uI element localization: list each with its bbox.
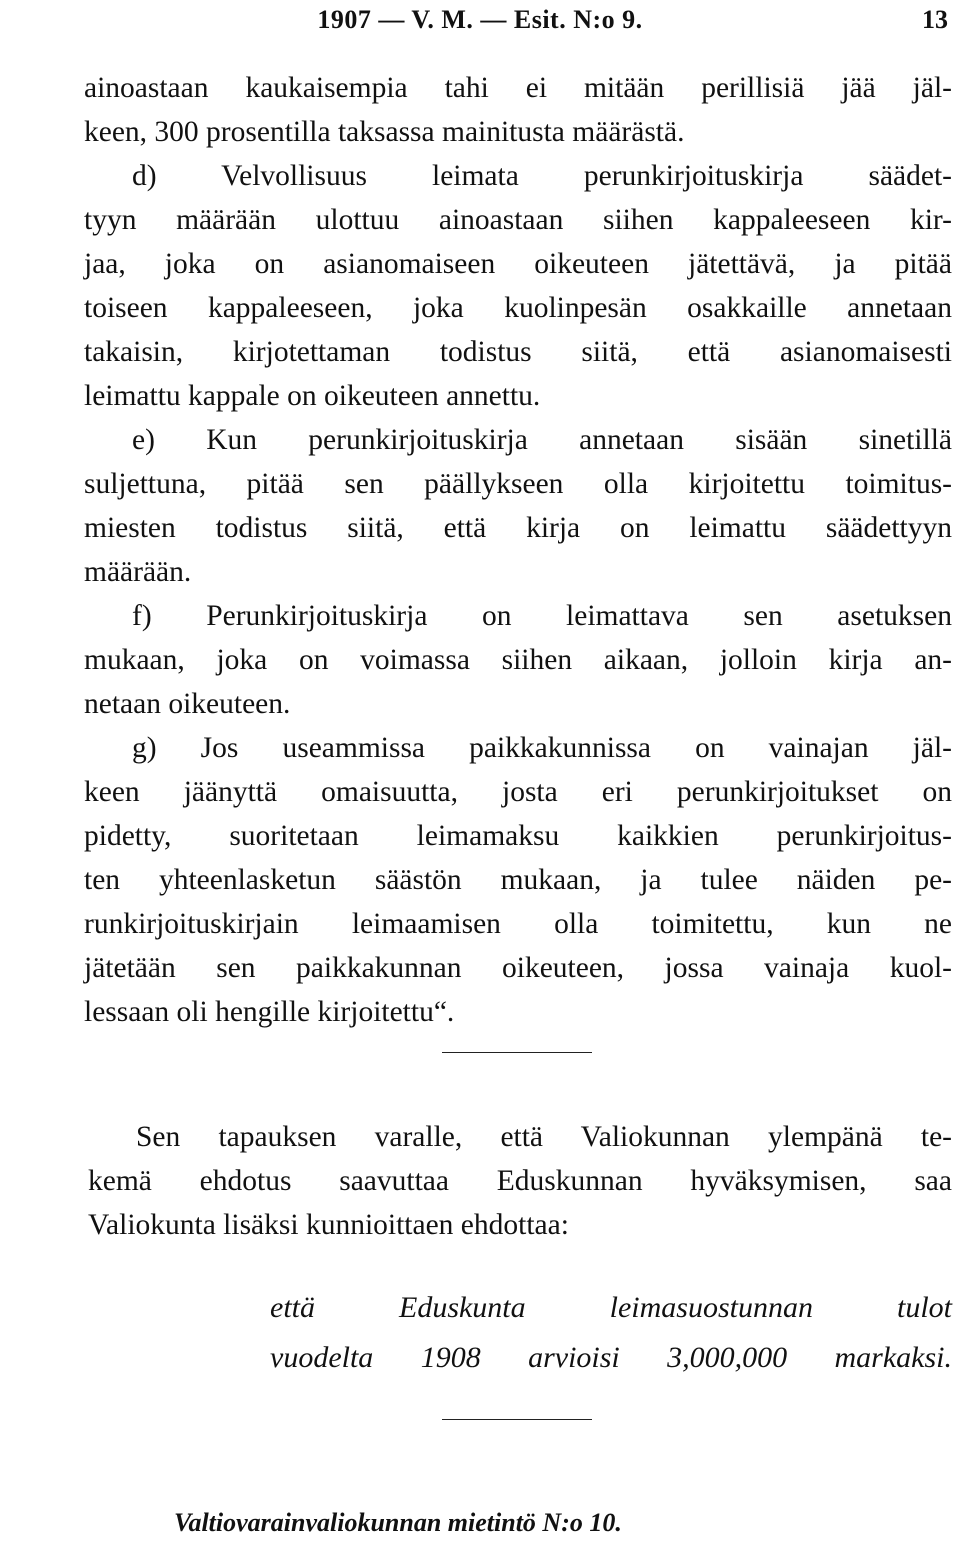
page-footer: Valtiovarainvaliokunnan mietintö N:o 10. bbox=[174, 1508, 622, 1537]
body-line: ainoastaan kaukaisempia tahi ei mitään perillisiä jää jäl- bbox=[84, 72, 952, 104]
body-line: pidetty, suoritetaan leimamaksu kaikkien perunkirjoitus- bbox=[84, 820, 952, 852]
header-title: 1907 — V. M. — Esit. N:o 9. bbox=[317, 5, 643, 34]
proposal-line: että Eduskunta leimasuostunnan tulot bbox=[270, 1291, 952, 1324]
recommendation-line: kemä ehdotus saavuttaa Eduskunnan hyväksymisen, saa bbox=[88, 1165, 952, 1197]
recommendation-line: Valiokunta lisäksi kunnioittaen ehdottaa: bbox=[88, 1209, 569, 1241]
clause-e-line: e) Kun perunkirjoituskirja annetaan sisään sinetillä bbox=[132, 424, 952, 456]
body-line: suljettuna, pitää sen päällykseen olla kirjoitettu toimitus- bbox=[84, 468, 952, 500]
clause-g-line: g) Jos useammissa paikkakunnissa on vainajan jäl- bbox=[132, 732, 952, 764]
body-line: netaan oikeuteen. bbox=[84, 688, 291, 720]
body-line: lessaan oli hengille kirjoitettu“. bbox=[84, 996, 455, 1028]
clause-d-line: d) Velvollisuus leimata perunkirjoituskirja säädet- bbox=[132, 160, 952, 192]
proposal-line: vuodelta 1908 arvioisi 3,000,000 markaksi. bbox=[270, 1341, 952, 1374]
section-divider bbox=[442, 1052, 592, 1053]
recommendation-line: Sen tapauksen varalle, että Valiokunnan ylempänä te- bbox=[136, 1121, 952, 1153]
body-line: keen, 300 prosentilla taksassa mainitusta määrästä. bbox=[84, 116, 685, 148]
body-line: jätetään sen paikkakunnan oikeuteen, jossa vainaja kuol- bbox=[84, 952, 952, 984]
body-line: leimattu kappale on oikeuteen annettu. bbox=[84, 380, 541, 412]
page-number: 13 bbox=[922, 5, 948, 34]
recommendation-paragraph bbox=[88, 1115, 952, 1247]
body-line: keen jäänyttä omaisuutta, josta eri perunkirjoitukset on bbox=[84, 776, 952, 808]
body-line: takaisin, kirjotettaman todistus siitä, että asianomaisesti bbox=[84, 336, 952, 368]
body-line: jaa, joka on asianomaiseen oikeuteen jätettävä, ja pitää bbox=[84, 248, 952, 280]
page-header bbox=[0, 2, 960, 38]
body-line: tyyn määrään ulottuu ainoastaan siihen kappaleeseen kir- bbox=[84, 204, 952, 236]
body-line: miesten todistus siitä, että kirja on leimattu säädettyyn bbox=[84, 512, 952, 544]
clause-f-line: f) Perunkirjoituskirja on leimattava sen asetuksen bbox=[132, 600, 952, 632]
body-line: määrään. bbox=[84, 556, 192, 588]
body-line: runkirjoituskirjain leimaamisen olla toimitettu, kun ne bbox=[84, 908, 952, 940]
section-body bbox=[84, 66, 952, 1034]
body-line: ten yhteenlasketun säästön mukaan, ja tulee näiden pe- bbox=[84, 864, 952, 896]
body-line: mukaan, joka on voimassa siihen aikaan, jolloin kirja an- bbox=[84, 644, 952, 676]
body-line: toiseen kappaleeseen, joka kuolinpesän osakkaille annetaan bbox=[84, 292, 952, 324]
section-divider bbox=[442, 1419, 592, 1420]
proposal-block bbox=[270, 1283, 952, 1383]
